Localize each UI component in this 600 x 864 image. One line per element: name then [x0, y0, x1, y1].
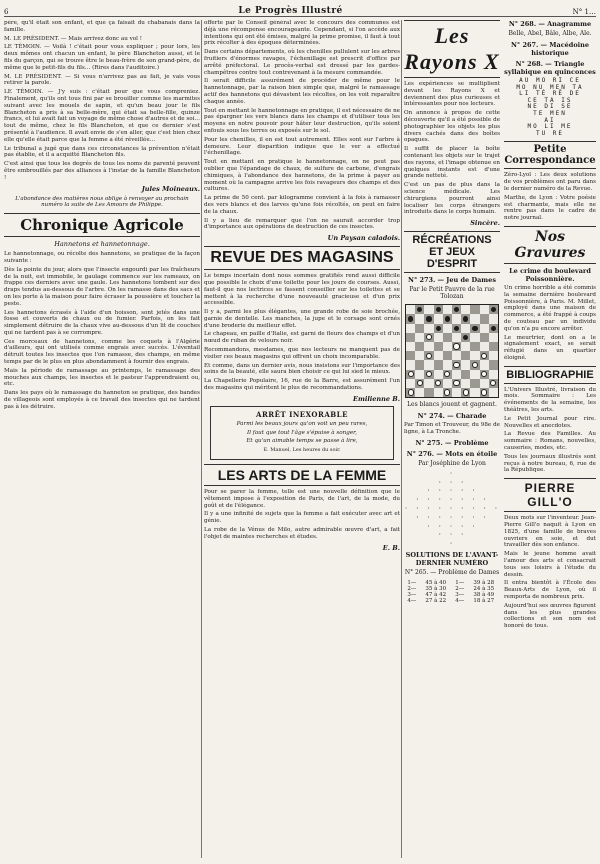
board-square	[461, 324, 470, 333]
solution-cell: 27 à 22	[425, 597, 447, 604]
problem-subtitle: Par le Petit Pauvre de la rue Tolozan	[409, 286, 495, 301]
section-title-chronique: Chronique Agricole	[4, 213, 200, 237]
poem-line: Parmi les beaux jours qu'on voit un peu rares,	[236, 420, 368, 427]
solution-cell: 1—	[455, 579, 465, 586]
black-piece	[445, 316, 450, 321]
white-piece	[481, 353, 487, 359]
section-title-gravures: Nos Gravures	[504, 226, 596, 264]
board-square	[480, 324, 489, 333]
paragraph: Le Petit Journal pour rire. Nouvelles et anecdotes.	[504, 415, 596, 429]
black-piece	[417, 307, 422, 312]
poem-title: ARRÊT INEXORABLE	[256, 409, 348, 419]
board-square	[452, 388, 461, 397]
board-square	[415, 351, 424, 360]
solution-cell: 3—	[455, 591, 465, 598]
star-row: ·	[449, 469, 455, 477]
board-caption: Les blancs jouent et gagnent.	[407, 401, 497, 409]
signature: Un Paysan caladois.	[327, 234, 400, 243]
board-square	[470, 314, 479, 323]
solution-cell: 47 à 42	[425, 591, 447, 598]
white-piece	[444, 389, 450, 395]
board-square	[424, 333, 433, 342]
board-square	[452, 333, 461, 342]
paragraph: Tout en mettant le hannetonnage en pratique, il est nécessaire de ne pas épargner les vers blancs dans les champs et d'utiliser tous les moyens en notre pouvoir pour hâter leur destruction, qu'ils soient enfouis sous les terres ou exposés sur le sol.	[204, 107, 400, 134]
problem-subtitle: Par Joséphine de Lyon	[418, 459, 486, 467]
black-piece	[408, 316, 413, 321]
poem-attribution: E. Manuel, Les heures du soir.	[263, 447, 341, 454]
paragraph: La Revue des Familles. Au sommaire : Romans, nouvelles, causeries, modes, etc.	[504, 431, 596, 452]
board-square	[434, 379, 443, 388]
star-row: · · ·	[437, 531, 467, 539]
paragraph: Pour les chenilles, il en est tout autrement. Elles sont sur l'arbre à demeure. Leur disparition indique que le ver a effectué l'échenillage.	[204, 136, 400, 157]
paragraph: LE TÉMOIN. — Voilà ! c'était pour vous expliquer ; pour lors, les deux mômes ont chacun un enfant, le père Blancheton aussi, et le fils du garçon, qui se trouve être le beau-frère de son grand-père, de même que le petit-fils du fils… (Rires dans l'auditoire.)	[4, 44, 200, 71]
white-piece	[426, 353, 432, 359]
board-square	[470, 388, 479, 397]
white-piece	[453, 343, 459, 349]
paragraph: Le chapeau, en paille d'Italie, est garni de fleurs des champs et d'un nœud de ruban de velours noir.	[204, 331, 400, 345]
solution-cell: 38 à 49	[473, 591, 495, 598]
black-piece	[491, 307, 496, 312]
white-piece	[481, 371, 487, 377]
board-square	[480, 305, 489, 314]
solution-cell: 4—	[407, 597, 417, 604]
board-square	[443, 305, 452, 314]
solutions-subtitle: N° 265. — Problème de Dames	[404, 568, 500, 576]
black-piece	[472, 326, 477, 331]
problem-title: N° 274. — Charade	[417, 412, 487, 421]
board-square	[452, 360, 461, 369]
syllable-triangle	[504, 78, 596, 137]
black-piece	[426, 316, 431, 321]
board-square	[443, 324, 452, 333]
star-row: · · · · · · ·	[415, 496, 489, 504]
syllable-row: TE MEN	[533, 109, 567, 117]
problem-title: N° 273. — Jeu de Dames	[408, 276, 496, 285]
board-square	[415, 305, 424, 314]
board-square	[461, 305, 470, 314]
solution-cell: 35 à 30	[425, 585, 447, 592]
board-square	[406, 305, 415, 314]
section-title-rayons: Les Rayons X	[404, 20, 500, 78]
solution-cell: 3—	[407, 591, 417, 598]
black-piece	[436, 307, 441, 312]
board-square	[424, 305, 433, 314]
paragraph: Il entra bientôt à l'École des Beaux-Arts de Lyon, où il remporta de nombreux prix.	[504, 580, 596, 601]
board-square	[489, 360, 498, 369]
white-piece	[426, 334, 432, 340]
black-piece	[454, 307, 459, 312]
board-square	[480, 379, 489, 388]
board-square	[470, 379, 479, 388]
section-title-correspondance: Petite Correspondance	[504, 141, 596, 169]
syllable-row: AI	[544, 116, 556, 124]
white-piece	[444, 371, 450, 377]
board-square	[452, 305, 461, 314]
section-title-gillo: PIERRE GILL'O	[504, 478, 596, 512]
board-square	[434, 314, 443, 323]
board-square	[443, 342, 452, 351]
syllable-row: LI TÉ RÊ DE	[519, 90, 581, 98]
star-row: · · · · · · ·	[415, 513, 489, 521]
board-square	[489, 388, 498, 397]
board-square	[443, 314, 452, 323]
poem-line: Et qu'un aimable temps se passe à lire,	[246, 438, 358, 445]
paragraph: C'est ainsi que tous les degrés de tous les noms de parenté peuvent être embrouillés par des alliances à l'instar de la famille Blancheton !	[4, 161, 200, 181]
paragraph: Dans les pays où le ramassage du hanneton se pratique, des bandes de villageois sont employés à ce travail des insectes qui ne tardent pas à les détruire.	[4, 390, 200, 410]
subcolumn-misc	[504, 20, 596, 858]
poem-line: Il faut que tout l'âge s'épuise à songer,	[247, 429, 357, 436]
board-square	[415, 333, 424, 342]
board-square	[415, 360, 424, 369]
star-row: · · · · · · · · ·	[404, 504, 500, 512]
board-square	[443, 360, 452, 369]
white-piece	[463, 389, 469, 395]
board-square	[470, 333, 479, 342]
board-square	[434, 324, 443, 333]
section-title-arts: LES ARTS DE LA FEMME	[204, 464, 400, 486]
board-square	[489, 379, 498, 388]
signature: E. B.	[382, 543, 400, 552]
board-square	[470, 324, 479, 333]
white-piece	[408, 389, 414, 395]
syllable-row: AU MO RI CE	[519, 77, 581, 84]
editor-notice: L'abondance des matières nous oblige à renvoyer au prochain numéro la suite de Les Amours de Philippe.	[15, 195, 189, 209]
board-square	[424, 351, 433, 360]
board-square	[489, 351, 498, 360]
paragraph: Mais le jeune homme avait l'amour des arts et consacrait tous ses loisirs à l'étude du dessin.	[504, 551, 596, 578]
board-square	[480, 333, 489, 342]
board-square	[480, 388, 489, 397]
board-square	[452, 342, 461, 351]
board-square	[461, 342, 470, 351]
solutions-title: SOLUTIONS DE L'AVANT-DERNIER NUMÉRO	[405, 550, 499, 567]
black-piece	[463, 335, 468, 340]
solution-cell: 2—	[455, 585, 465, 592]
board-square	[406, 388, 415, 397]
poem-box	[210, 406, 394, 460]
board-square	[415, 342, 424, 351]
paragraph: Aujourd'hui ses œuvres figurent dans les plus grandes collections et son nom est honoré de tous.	[504, 602, 596, 630]
board-square	[424, 370, 433, 379]
board-square	[424, 314, 433, 323]
board-square	[461, 314, 470, 323]
board-square	[406, 333, 415, 342]
board-square	[461, 379, 470, 388]
white-piece	[435, 380, 441, 386]
anagram-title: N° 268. — Anagramme	[508, 20, 592, 28]
paragraph: Il y a une infinité de sujets que la femme a fait exécuter avec art et génie.	[204, 511, 400, 525]
syllable-row: NE DI SE	[527, 103, 573, 111]
word-star-diagram	[404, 471, 500, 548]
board-square	[470, 342, 479, 351]
board-square	[452, 379, 461, 388]
paragraph: Le meurtrier, dont on a le signalement exact, se serait réfugié dans un quartier éloigné.	[504, 334, 596, 361]
board-square	[452, 314, 461, 323]
board-square	[480, 370, 489, 379]
paragraph: Recommandons, mesdames, que nos lecteurs ne manquent pas de visiter ces beaux magasins qui offrent un choix incomparable.	[204, 347, 400, 360]
star-row: · · · · ·	[426, 522, 478, 530]
board-square	[452, 351, 461, 360]
signature: Jules Moineaux.	[141, 184, 200, 193]
paragraph: Il y a lieu de remarquer que l'on ne saurait accorder trop d'importance aux opérations de destruction de ces insectes.	[204, 217, 400, 231]
board-square	[434, 351, 443, 360]
board-square	[406, 370, 415, 379]
board-square	[480, 360, 489, 369]
board-square	[489, 370, 498, 379]
paragraph: Mais la période de ramassage au printemps, le ramassage des mouches aux champs, les insectes et le pasteur l'apprendraient ou, etc.	[4, 367, 200, 388]
white-piece	[453, 380, 459, 386]
board-square	[480, 342, 489, 351]
board-square	[434, 388, 443, 397]
syllable-row: TU RE	[535, 129, 565, 137]
solution-cell: 4—	[455, 597, 465, 604]
paragraph: Le hannetonnage, ou récolte des hannetons, se pratique de la façon suivante :	[4, 251, 200, 264]
board-square	[489, 305, 498, 314]
board-square	[461, 351, 470, 360]
board-square	[415, 324, 424, 333]
paragraph: La robe de la Vénus de Milo, autre admirable œuvre d'art, a fait l'objet de maintes recherches et études.	[204, 527, 400, 540]
board-square	[461, 370, 470, 379]
white-piece	[490, 380, 496, 386]
solution-cell: 39 à 28	[473, 579, 495, 586]
board-square	[434, 360, 443, 369]
paragraph: Marthe, de Lyon : Votre poésie est charmante, mais elle ne rentre pas dans le cadre de notre journal.	[504, 194, 596, 222]
paragraph: La Chapellerie Populaire, 16, rue de la Barre, est assurément l'un des magasins qui méritent le plus de recommandations.	[204, 378, 400, 392]
board-square	[434, 342, 443, 351]
board-square	[489, 342, 498, 351]
board-square	[424, 360, 433, 369]
paragraph: LE TÉMOIN. — J'y suis : c'était pour que vous compreniez. Finalement, qu'ils ont tous fini par se brouiller comme les marmites suivant avec les mouels de sapin, et qu'un beau jour le fils Blancheton a pris à sa belle-mère, qui était sa belle-fille, quinze francs, et lui avait fait un voyage de même chose d'autres et de soi… tout de même, chez le fils Blancheton, et que ce dernier s'est présenté à l'audience. Il avait envie de s'en aller, que c'est bien chez elle qu'elle était parce que la femme a été réveillée…	[4, 89, 200, 143]
anagram-subtitle: Belle, Abel, Bâle, Albe, Ale.	[508, 30, 592, 37]
white-piece	[408, 371, 414, 377]
board-square	[406, 342, 415, 351]
paragraph: Les hannetons écrasés à l'aide d'un hoisson, sont jetés dans une fosse et couverts de chaux ou de fumier. Parfois, on les fait simplement détruire de la chaux vive au-dessous d'un lit de couches qui ne tardent pas à se corrompre.	[4, 309, 200, 336]
paragraph: Dès la pointe du jour, alors que l'insecte engourdi par les fraîcheurs de la nuit, est immobile, le gaulage commence sur les rameaux, on frappe ces derniers avec une gaule. Les hannetons tombent sur des draps tendus au-dessous de l'arbre. On les ramasse dans des sacs et on les porte à la maison pour faire écraser la poussière et toucher la peste.	[4, 266, 200, 307]
board-square	[443, 351, 452, 360]
board-square	[424, 379, 433, 388]
paragraph: Pour se parer la femme, telle est une nouvelle définition que le vêtement impose à l'exposition de Paris, de l'art, de la mode, du goût et de l'élégance.	[204, 489, 400, 509]
paragraph: Les expériences se multiplient devant les Rayons X et deviennent des plus curieuses et intéressantes pour nos lecteurs.	[404, 81, 500, 108]
syllable-row: CE TA IS	[527, 96, 573, 104]
paragraph: Dans certains départements, où les chenilles pullulent sur les arbres fruitiers d'énormes ravages, l'échenillage est prescrit d'office par arrêté préfectoral. Le procès-verbal est dressé par les gardes-champêtres contre tout contrevenant à la mesure commandée.	[204, 49, 400, 76]
paragraph: M. LE PRÉSIDENT. — Mais arrivez donc au vol !	[4, 35, 142, 42]
board-square	[434, 370, 443, 379]
black-piece	[463, 316, 468, 321]
column-rule	[401, 20, 402, 858]
board-square	[489, 333, 498, 342]
paragraph: Par Timon et Trouveur, du 98e de ligne, à La Tronche.	[404, 422, 500, 435]
paragraph: père, qu'il était son enfant, et que ça faisait du chabanais dans la famille.	[4, 20, 200, 33]
syllable-row: MO NU MEN TA	[516, 83, 584, 91]
board-square	[461, 388, 470, 397]
board-square	[452, 370, 461, 379]
board-square	[489, 324, 498, 333]
subcolumn-recreations	[404, 20, 500, 858]
paragraph: Le tribunal a jugé que dans ces circonstances la prévention n'était pas établie, et il a acquitté Blancheton fils.	[4, 145, 200, 159]
paragraph: L'Univers Illustré, livraison du mois. Sommaire : Les événements de la semaine, les théâtres, les arts.	[504, 386, 596, 414]
black-piece	[436, 326, 441, 331]
syllable-row: MO LI ME	[527, 123, 573, 131]
black-piece	[454, 326, 459, 331]
board-square	[480, 351, 489, 360]
section-subtitle: Hannetons et hannetonnage.	[54, 240, 150, 249]
white-piece	[453, 362, 459, 368]
problem-title: N° 275. — Problème	[415, 438, 489, 447]
paragraph: offerte par le Conseil général avec le concours des communes est déjà une récompense encourageante. Cependant, si l'on accède aux intentions qui ont été émises, malgré la prime promise, il faut à tout prix récolter à des époques déterminées.	[204, 20, 400, 47]
board-square	[406, 314, 415, 323]
paragraph: On annonce à propos de cette découverte qu'il a été possible de photographier les objets les plus divers cachés dans des boîtes opaques.	[404, 110, 500, 144]
page-number: 6	[4, 8, 9, 16]
paragraph: Et comme, dans un dernier avis, nous insistons sur l'importance des soins de la beauté, elle saura bien choisir ce qui lui sied le mieux.	[204, 362, 400, 376]
problem-title: N° 276. — Mots en étoile	[406, 449, 498, 458]
paragraph: Un crime horrible a été commis la semaine dernière boulevard Poissonnière, à Paris. M. Millet, employé dans une maison de commerce, a été frappé à coups de couteau par un individu qu'on n'a pu encore arrêter.	[504, 284, 596, 332]
board-square	[415, 370, 424, 379]
section-title-recreations: RÉCRÉATIONS ET JEUX D'ESPRIT	[404, 231, 500, 273]
board-square	[443, 333, 452, 342]
solutions-table	[404, 580, 500, 604]
paragraph: Ces morceaux de hannetons, comme les coquets à l'Algérie d'ailleurs, qui ont utilisés comme engrais avec succès. L'éventail détruit toutes les insectes que l'on ramasse, des champs, en même temps par de le plus en plus abondamment à fournir des engrais.	[4, 338, 200, 366]
masthead: Le Progrès Illustré	[238, 6, 343, 16]
board-square	[443, 388, 452, 397]
star-row: · · ·	[437, 478, 467, 486]
solution-cell: 45 à 40	[425, 579, 447, 586]
section-title-bibliographie: BIBLIOGRAPHIE	[504, 366, 596, 384]
board-square	[489, 314, 498, 323]
paragraph: M. LE PRÉSIDENT. — Si vous n'arrivez pas au fait, je vais vous retirer la parole.	[4, 73, 200, 87]
board-square	[470, 360, 479, 369]
solution-row	[404, 598, 500, 604]
board-square	[470, 305, 479, 314]
board-square	[424, 342, 433, 351]
board-square	[424, 388, 433, 397]
board-square	[415, 314, 424, 323]
board-square	[443, 379, 452, 388]
board-square	[480, 314, 489, 323]
board-square	[434, 333, 443, 342]
paragraph: Tout en mettant en pratique le hannetonnage, on ne peut pas oublier que l'épandage de chaux, de sulfure de carbone, d'engrais chimiques, à l'abondance des hannetons, de la prime à payer au moment où la campagne arrive les fois ravageurs des champs et des cultures.	[204, 159, 400, 193]
board-square	[470, 370, 479, 379]
checkers-board	[405, 304, 499, 398]
board-square	[406, 379, 415, 388]
board-square	[415, 388, 424, 397]
board-square	[406, 360, 415, 369]
paragraph: Il y a, parmi les plus élégantes, une grande robe de soie brochée, garnie de dentelle. Les manches, la jupe et le corsage sont ornés d'une broderie du meilleur effet.	[204, 309, 400, 329]
white-piece	[417, 380, 423, 386]
section-title-revue: REVUE DES MAGASINS	[204, 246, 400, 270]
column-left	[4, 20, 200, 858]
board-square	[461, 333, 470, 342]
column-rule	[201, 20, 202, 858]
board-square	[461, 360, 470, 369]
board-square	[443, 370, 452, 379]
gravures-subtitle: Le crime du boulevard Poissonnière.	[509, 266, 591, 283]
board-square	[406, 351, 415, 360]
star-row: ·	[449, 540, 455, 548]
column-right	[404, 20, 596, 858]
paragraph: La prime de 50 cent. par kilogramme convient à la fois à ramasser des vers blancs et des larves qu'une fois récoltés, on peut en faire de la chaux.	[204, 195, 400, 215]
court-report	[4, 20, 200, 193]
paragraph: Il serait difficile assurément de procéder de même pour le hannetonnage, par la raison bien simple que, malgré le ramassage actif des hannetons qui dévastent les récoltes, on les voit reparaître chaque année.	[204, 78, 400, 105]
paragraph: Zéro-Lyol : Les deux solutions de vos problèmes ont paru dans le dernier numéro de la Revue.	[504, 172, 596, 192]
signature: Emilienne B.	[353, 394, 400, 403]
paragraph: C'est un pas de plus dans la science médicale. Les chirurgiens pourront ainsi localiser les corps étrangers introduits dans le corps humain.	[404, 182, 500, 216]
paragraph: Le temps incertain dont nous sommes gratifiés rend aussi difficile que possible le choix d'une toilette pour les jours de courses. Aussi, faut-il que nos lectrices se fassent conseiller sur les toilettes et se mettent à la recherche d'une nouveauté gracieuse et d'un prix accessible.	[204, 273, 400, 307]
paragraph: Deux mots sur l'inventeur. Jean-Pierre Gill'o naquit à Lyon en 1825, d'une famille de braves ouvriers en soie, et dut travailler dès son enfance.	[504, 515, 596, 549]
white-piece	[481, 389, 487, 395]
signature: Sincère.	[470, 219, 500, 228]
board-square	[434, 305, 443, 314]
solution-cell: 2—	[407, 585, 417, 592]
triangle-title: N° 268. — Triangle syllabique en quinconces	[504, 60, 596, 76]
solution-cell: 18 à 27	[473, 597, 495, 604]
paragraph: Tous les journaux illustrés sont reçus à notre bureau, 6, rue de la République.	[504, 453, 596, 474]
page-header	[4, 2, 596, 17]
column-middle-left	[204, 20, 400, 858]
white-piece	[472, 362, 478, 368]
board-square	[452, 324, 461, 333]
macedoine-title: N° 267. — Macédoine historique	[510, 41, 590, 57]
star-row: · · · · ·	[426, 487, 478, 495]
board-square	[424, 324, 433, 333]
solution-cell: 24 à 35	[473, 585, 495, 592]
white-piece	[426, 371, 432, 377]
board-square	[406, 324, 415, 333]
paragraph: Il suffit de placer la boîte contenant les objets sur le trajet des rayons, et l'image obtenue en quelques instants est d'une grande netteté.	[404, 146, 500, 180]
board-square	[415, 379, 424, 388]
board-square	[470, 351, 479, 360]
black-piece	[491, 326, 496, 331]
solution-cell: 1—	[407, 579, 417, 586]
issue-ref: N° 1…	[572, 8, 596, 16]
